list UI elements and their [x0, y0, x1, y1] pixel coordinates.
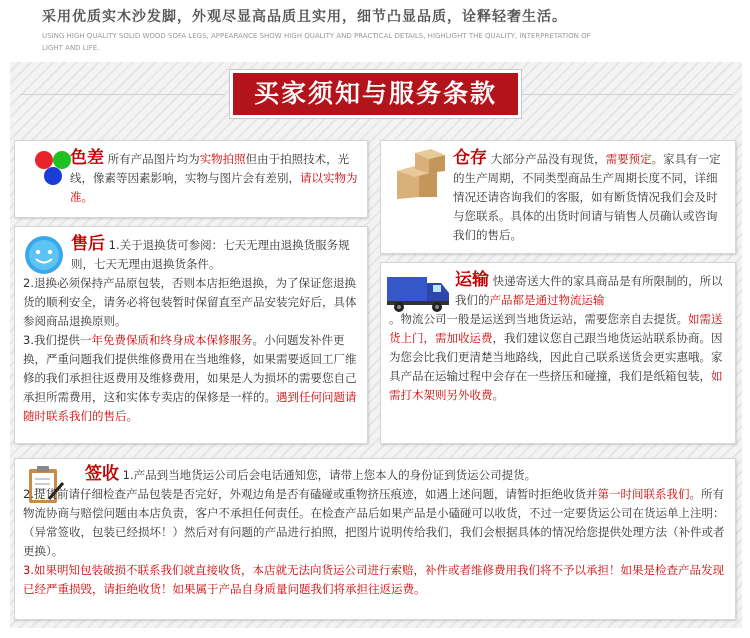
shipping-title: 运输: [455, 270, 489, 290]
after-sale-title: 售后: [71, 234, 105, 254]
sign-section: [14, 458, 736, 620]
tagline-english: USING HIGH QUALITY SOLID WOOD SOFA LEGS, APPEARANCE SHOW HIGH QUALITY AND PRACTICAL DETAILS, HIGHLIGHT THE QUALITY, INTERPRETATION OF LIGHT AND LIFE.: [42, 32, 591, 52]
after-sale-text: 售后 1.关于退换货可参阅：七天无理由退换货服务规则，七天无理由退换货条件。 2.退换必须保持产品原包装，否则本店拒绝退换，为了保证您退换货的顺利安全，请务必将包装暂时保留直至产品安装完好后，具体参阅商品退换原则。 3.我们提供一年免费保质和终身成本保修服务。小问题发补件更换，严重问题我们提供维修费用在当地维修，如果需要返回工厂维修的我们承担往返费用及维修费用，如果是人为损坏的需要您自己承担所需费用，这和实体专卖店的保修是一样的。遇到任何问题请随时联系我们的售后。: [23, 234, 357, 423]
stock-title: 仓存: [453, 148, 487, 168]
boxes-icon: [389, 147, 451, 201]
sign-title: 签收: [85, 464, 119, 484]
banner-line-left: [20, 94, 225, 95]
stock-text: 仓存 大部分产品没有现货，需要预定。家具有一定的生产周期，不同类型商品生产周期长度不同，详细情况还请咨询我们的客服，如有断货情况我们会及时与您联系。具体的出货时间请与销售人员确认或咨询我们的售后。: [453, 148, 721, 242]
shipping-section: [380, 262, 736, 444]
sign-text: 签收 1.产品到当地货运公司后会电话通知您，请带上您本人的身份证到货运公司提货。 2.提货前请仔细检查产品包装是否完好，外观边角是否有磕碰或重物挤压痕迹，如遇上述问题，请暂时拒绝收货并第一时间联系我们。所有物流协商与赔偿问题由本店负责，客户不承担任何责任。在检查产品后如果产品是小磕碰可以收货，不过一定要货运公司在货运单上注明：（异常签收，包装已经损坏！）然后对有问题的产品进行拍照，把图片说明传给我们，我们会根据具体的情况给您提供处理方法（补件或者更换）。 3.如果明知包装破损不联系我们就直接收货，本店就无法向货运公司进行索赔，补件或者维修费用我们将不予以承担！如果是检查产品发现已经严重损毁，请拒绝收货！如果属于产品自身质量问题我们将承担往返运费。: [23, 464, 725, 596]
color-text: 色差 所有产品图片均为实物拍照但由于拍照技术，光线，像素等因素影响，实物与图片会有差别，请以实物为准。: [70, 148, 358, 204]
color-dots-icon: [44, 167, 62, 185]
stock-section: [380, 140, 736, 254]
color-title: 色差: [70, 148, 104, 168]
header: [0, 0, 750, 60]
shipping-text: 运输 快递寄送大件的家具商品是有所限制的，所以我们的产品都是通过物流运输 。物流公司一般是运送到当地货运站，需要您亲自去提货。如需送货上门，需加收运费，我们建议您自己跟当地货运站联系协商。因为您会比我们更清楚当地路线，因此自己联系送货会更实惠哦。家具产品在运输过程中会存在一些挤压和碰撞，我们是纸箱包装，如需打木架则另外收费。: [389, 270, 723, 402]
tagline: 采用优质实木沙发脚，外观尽显高品质且实用，细节凸显品质，诠释轻奢生活。: [42, 9, 567, 25]
color-section: [14, 140, 368, 218]
color-dots-icon: [53, 151, 71, 169]
banner-line-right: [522, 94, 732, 95]
after-sale-section: [14, 226, 368, 444]
terms-banner: 买家须知与服务条款: [230, 70, 521, 118]
